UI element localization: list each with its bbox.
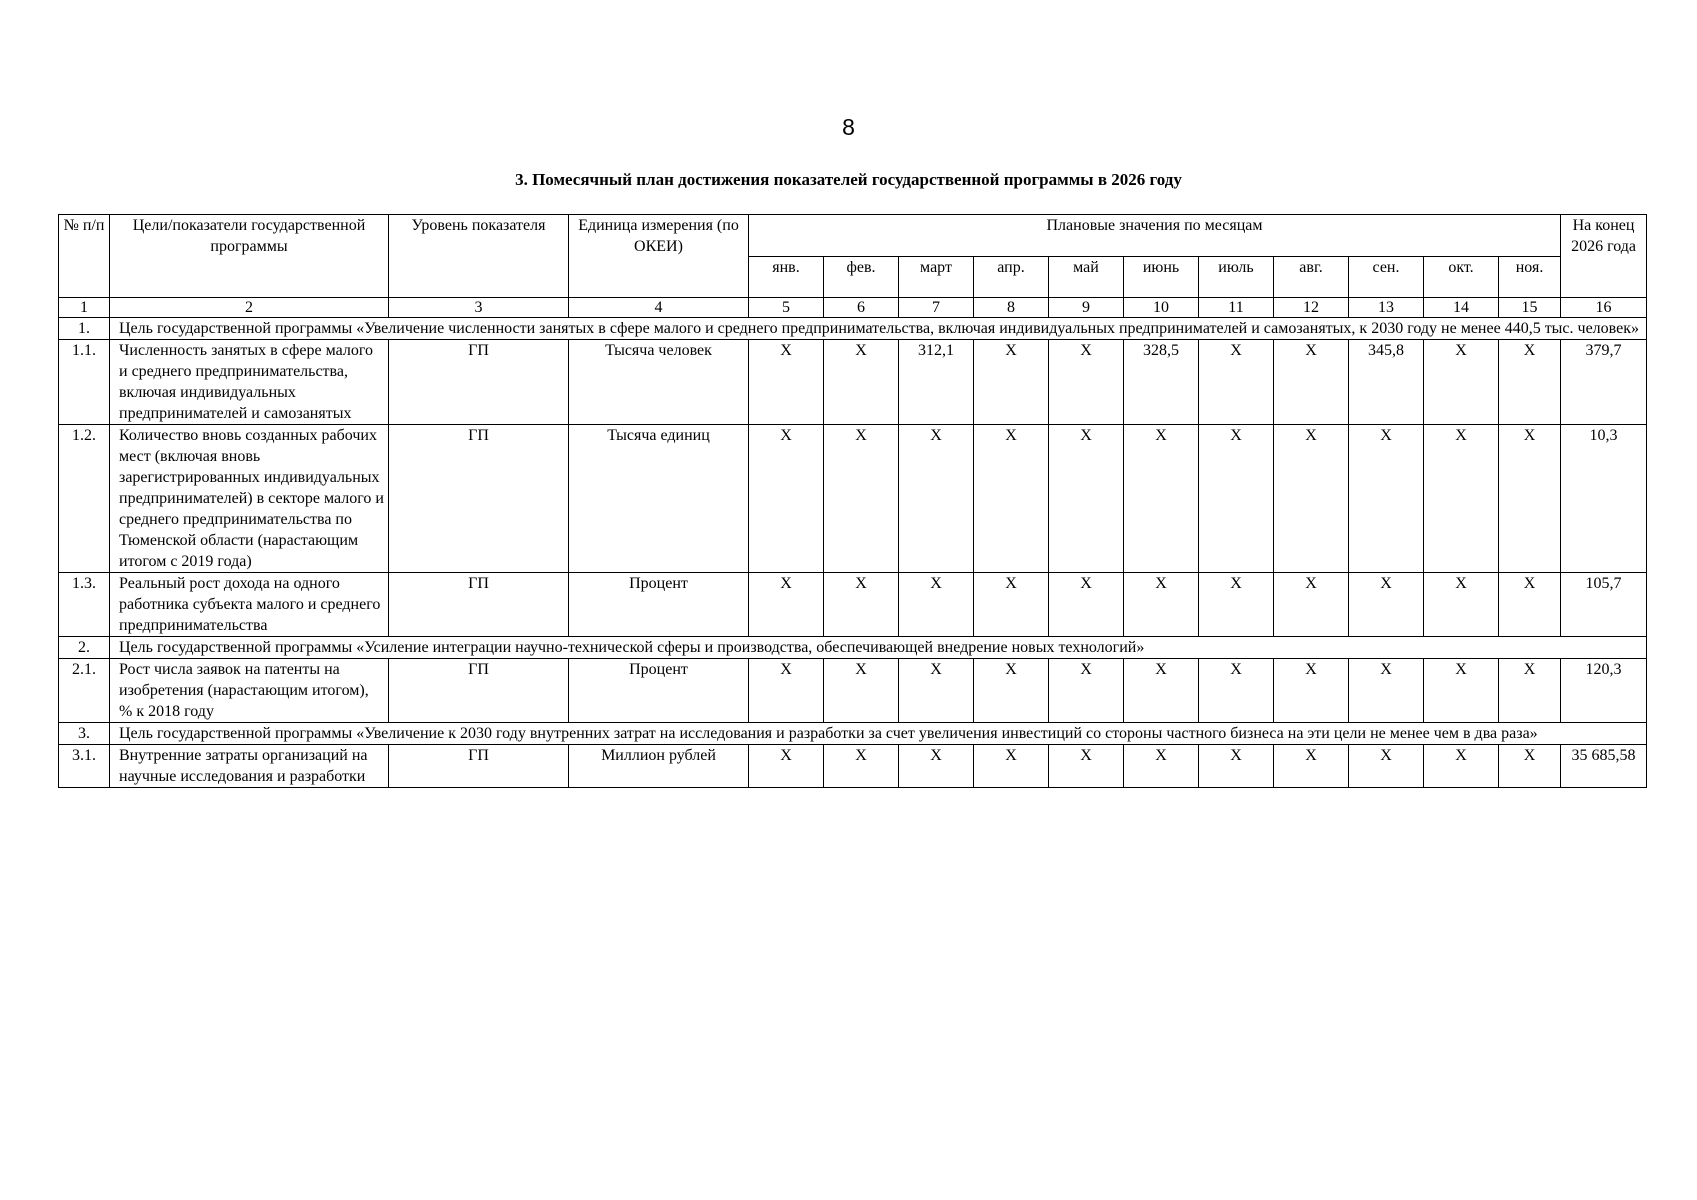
indicator-level: ГП: [389, 425, 569, 573]
month-value-4: X: [974, 745, 1049, 788]
indicator-number: 2.1.: [59, 659, 110, 723]
month-value-11: X: [1499, 340, 1561, 425]
month-value-4: X: [974, 425, 1049, 573]
header-level: Уровень показателя: [389, 215, 569, 298]
column-number-3: 3: [389, 298, 569, 318]
month-value-2: X: [824, 425, 899, 573]
column-number-4: 4: [569, 298, 749, 318]
end-of-year-value: 120,3: [1561, 659, 1647, 723]
column-number-7: 7: [899, 298, 974, 318]
indicator-level: ГП: [389, 573, 569, 637]
indicator-unit: Тысяча человек: [569, 340, 749, 425]
goal-text: Цель государственной программы «Увеличение численности занятых в сфере малого и среднего предпринимательства, включая индивидуальных предпринимателей и самозанятых, к 2030 году не менее 440,5 тыс. человек»: [110, 318, 1647, 340]
month-value-9: X: [1349, 659, 1424, 723]
indicator-unit: Процент: [569, 573, 749, 637]
month-value-6: X: [1124, 573, 1199, 637]
indicator-name: Рост числа заявок на патенты на изобретения (нарастающим итогом), % к 2018 году: [110, 659, 389, 723]
indicator-row: [59, 340, 1647, 425]
indicator-number: 1.1.: [59, 340, 110, 425]
column-number-2: 2: [110, 298, 389, 318]
month-value-5: X: [1049, 659, 1124, 723]
goal-text: Цель государственной программы «Усиление интеграции научно-технической сферы и производства, обеспечивающей внедрение новых технологий»: [110, 637, 1647, 659]
indicator-row: [59, 659, 1647, 723]
table-body: [59, 215, 1647, 788]
month-value-2: X: [824, 659, 899, 723]
column-number-9: 9: [1049, 298, 1124, 318]
month-value-7: X: [1199, 340, 1274, 425]
indicator-number: 1.2.: [59, 425, 110, 573]
month-value-8: X: [1274, 340, 1349, 425]
month-value-4: X: [974, 659, 1049, 723]
month-value-1: X: [749, 745, 824, 788]
goal-row: [59, 723, 1647, 745]
column-number-13: 13: [1349, 298, 1424, 318]
header-goals: Цели/показатели государственной программы: [110, 215, 389, 298]
column-number-11: 11: [1199, 298, 1274, 318]
month-value-10: X: [1424, 425, 1499, 573]
month-value-6: X: [1124, 745, 1199, 788]
indicator-row: [59, 425, 1647, 573]
goal-row: [59, 318, 1647, 340]
month-header-2: фев.: [824, 256, 899, 298]
month-value-1: X: [749, 425, 824, 573]
end-of-year-value: 379,7: [1561, 340, 1647, 425]
month-value-7: X: [1199, 745, 1274, 788]
column-number-15: 15: [1499, 298, 1561, 318]
column-number-1: 1: [59, 298, 110, 318]
month-value-6: 328,5: [1124, 340, 1199, 425]
month-header-9: сен.: [1349, 256, 1424, 298]
month-value-11: X: [1499, 425, 1561, 573]
month-value-3: X: [899, 573, 974, 637]
end-of-year-value: 10,3: [1561, 425, 1647, 573]
month-value-7: X: [1199, 425, 1274, 573]
end-of-year-value: 35 685,58: [1561, 745, 1647, 788]
month-value-5: X: [1049, 745, 1124, 788]
month-header-4: апр.: [974, 256, 1049, 298]
month-value-2: X: [824, 573, 899, 637]
indicator-unit: Миллион рублей: [569, 745, 749, 788]
column-number-8: 8: [974, 298, 1049, 318]
month-value-1: X: [749, 573, 824, 637]
indicator-name: Численность занятых в сфере малого и среднего предпринимательства, включая индивидуальных предпринимателей и самозанятых: [110, 340, 389, 425]
month-value-8: X: [1274, 745, 1349, 788]
month-header-8: авг.: [1274, 256, 1349, 298]
month-value-9: 345,8: [1349, 340, 1424, 425]
indicator-name: Реальный рост дохода на одного работника субъекта малого и среднего предпринимательства: [110, 573, 389, 637]
month-value-10: X: [1424, 573, 1499, 637]
month-value-5: X: [1049, 340, 1124, 425]
header-num: № п/п: [59, 215, 110, 298]
goal-number: 2.: [59, 637, 110, 659]
month-value-11: X: [1499, 659, 1561, 723]
column-number-12: 12: [1274, 298, 1349, 318]
month-value-9: X: [1349, 745, 1424, 788]
column-number-6: 6: [824, 298, 899, 318]
header-plan: Плановые значения по месяцам: [749, 215, 1561, 257]
indicator-number: 1.3.: [59, 573, 110, 637]
goal-number: 1.: [59, 318, 110, 340]
header-end: На конец 2026 года: [1561, 215, 1647, 298]
indicator-level: ГП: [389, 340, 569, 425]
month-header-5: май: [1049, 256, 1124, 298]
month-value-3: X: [899, 745, 974, 788]
month-value-5: X: [1049, 425, 1124, 573]
month-value-8: X: [1274, 573, 1349, 637]
month-value-2: X: [824, 745, 899, 788]
month-value-3: X: [899, 659, 974, 723]
indicator-row: [59, 745, 1647, 788]
indicator-unit: Процент: [569, 659, 749, 723]
month-value-7: X: [1199, 573, 1274, 637]
indicator-name: Количество вновь созданных рабочих мест (включая вновь зарегистрированных индивидуальных предпринимателей) в секторе малого и среднего предпринимательства по Тюменской области (нарастающим итогом с 2019 года): [110, 425, 389, 573]
header-row: [59, 215, 1647, 257]
month-value-9: X: [1349, 425, 1424, 573]
monthly-plan-table: [58, 214, 1647, 788]
month-value-8: X: [1274, 425, 1349, 573]
column-numbers-row: [59, 298, 1647, 318]
month-value-9: X: [1349, 573, 1424, 637]
month-value-5: X: [1049, 573, 1124, 637]
month-header-10: окт.: [1424, 256, 1499, 298]
month-value-7: X: [1199, 659, 1274, 723]
month-value-6: X: [1124, 425, 1199, 573]
indicator-level: ГП: [389, 659, 569, 723]
month-header-6: июнь: [1124, 256, 1199, 298]
indicator-row: [59, 573, 1647, 637]
month-value-3: X: [899, 425, 974, 573]
goal-text: Цель государственной программы «Увеличение к 2030 году внутренних затрат на исследования и разработки за счет увеличения инвестиций со стороны частного бизнеса на эти цели не менее чем в два раза»: [110, 723, 1647, 745]
month-value-6: X: [1124, 659, 1199, 723]
month-header-1: янв.: [749, 256, 824, 298]
column-number-5: 5: [749, 298, 824, 318]
month-value-11: X: [1499, 745, 1561, 788]
month-value-4: X: [974, 573, 1049, 637]
month-value-1: X: [749, 659, 824, 723]
header-unit: Единица измерения (по ОКЕИ): [569, 215, 749, 298]
goal-row: [59, 637, 1647, 659]
document-title: 3. Помесячный план достижения показателей государственной программы в 2026 году: [515, 170, 1182, 189]
indicator-number: 3.1.: [59, 745, 110, 788]
month-value-10: X: [1424, 340, 1499, 425]
indicator-name: Внутренние затраты организаций на научные исследования и разработки: [110, 745, 389, 788]
goal-number: 3.: [59, 723, 110, 745]
month-value-11: X: [1499, 573, 1561, 637]
month-value-3: 312,1: [899, 340, 974, 425]
month-header-11: ноя.: [1499, 256, 1561, 298]
column-number-16: 16: [1561, 298, 1647, 318]
month-header-3: март: [899, 256, 974, 298]
month-value-10: X: [1424, 659, 1499, 723]
month-value-8: X: [1274, 659, 1349, 723]
month-value-1: X: [749, 340, 824, 425]
column-number-14: 14: [1424, 298, 1499, 318]
page-number: 8: [842, 114, 855, 140]
indicator-level: ГП: [389, 745, 569, 788]
indicator-unit: Тысяча единиц: [569, 425, 749, 573]
month-value-10: X: [1424, 745, 1499, 788]
column-number-10: 10: [1124, 298, 1199, 318]
month-value-2: X: [824, 340, 899, 425]
month-value-4: X: [974, 340, 1049, 425]
month-header-7: июль: [1199, 256, 1274, 298]
end-of-year-value: 105,7: [1561, 573, 1647, 637]
